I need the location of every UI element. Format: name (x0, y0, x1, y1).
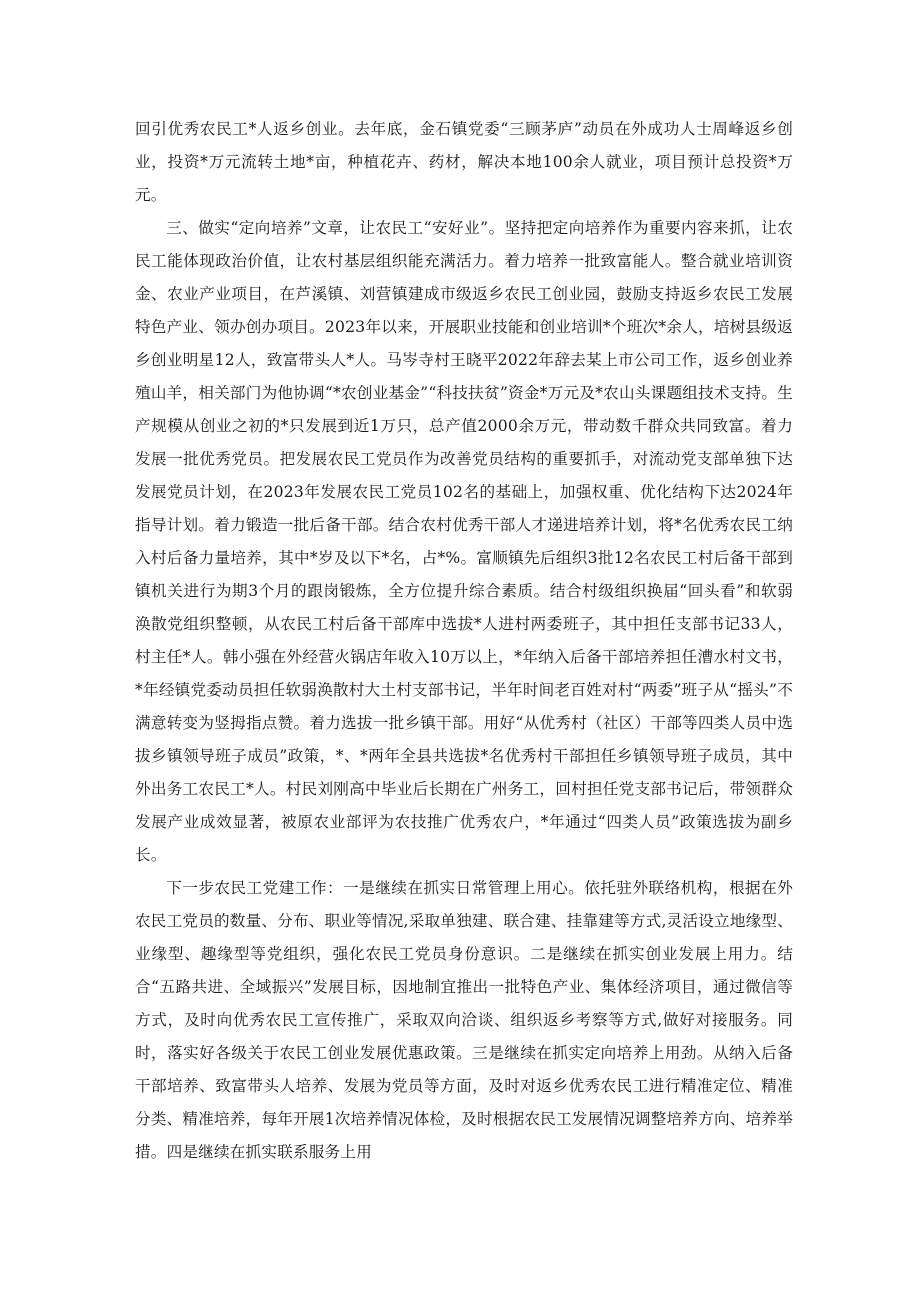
paragraph-continued: 回引优秀农民工*人返乡创业。去年底，金石镇党委“三顾茅庐”动员在外成功人士周峰返乡创业，投资*万元流转土地*亩，种植花卉、药材，解决本地100余人就业，项目预计总投资*万元。 (135, 120, 793, 204)
paragraph-next-steps: 下一步农民工党建工作：一是继续在抓实日常管理上用心。依托驻外联络机构，根据在外农民工党员的数量、分布、职业等情况,采取单独建、联合建、挂靠建等方式,灵活设立地缘型、业缘型、趣缘型等党组织，强化农民工党员身份意识。二是继续在抓实创业发展上用力。结合“五路共进、全域振兴”发展目标，因地制宜推出一批特色产业、集体经济项目，通过微信等方式，及时向优秀农民工宣传推广，采取双向洽谈、组织返乡考察等方式,做好对接服务。同时，落实好各级关于农民工创业发展优惠政策。三是继续在抓实定向培养上用劲。从纳入后备干部培养、致富带头人培养、发展为党员等方面，及时对返乡优秀农民工进行精准定位、精准分类、精准培养，每年开展1次培养情况体检，及时根据农民工发展情况调整培养方向、培养举措。四是继续在抓实联系服务上用 (135, 879, 793, 1161)
paragraph-section-three: 三、做实“定向培养”文章，让农民工“安好业”。坚持把定向培养作为重要内容来抓，让农民工能体现政治价值，让农村基层组织能充满活力。着力培养一批致富能人。整合就业培训资金、农业产业项目，在芦溪镇、刘营镇建成市级返乡农民工创业园，鼓励支持返乡农民工发展特色产业、领办创办项目。2023年以来，开展职业技能和创业培训*个班次*余人，培树县级返乡创业明星12人，致富带头人*人。马岑寺村王晓平2022年辞去某上市公司工作，返乡创业养殖山羊，相关部门为他协调“*农创业基金”“科技扶贫”资金*万元及*农山头课题组技术支持。生产规模从创业之初的*只发展到近1万只，总产值2000余万元，带动数千群众共同致富。着力发展一批优秀党员。把发展农民工党员作为改善党员结构的重要抓手，对流动党支部单独下达发展党员计划，在2023年发展农民工党员102名的基础上，加强权重、优化结构下达2024年指导计划。着力锻造一批后备干部。结合农村优秀干部人才递进培养计划，将*名优秀农民工纳入村后备力量培养，其中*岁及以下*名，占*%。富顺镇先后组织3批12名农民工村后备干部到镇机关进行为期3个月的跟岗锻炼，全方位提升综合素质。结合村级组织换届“回头看”和软弱涣散党组织整顿，从农民工村后备干部库中选拔*人进村两委班子，其中担任支部书记33人，村主任*人。韩小强在外经营火锅店年收入10万以上，*年纳入后备干部培养担任漕水村文书，*年经镇党委动员担任软弱涣散村大土村支部书记，半年时间老百姓对村“两委”班子从“摇头”不满意转变为竖拇指点赞。着力选拔一批乡镇干部。用好“从优秀村（社区）干部等四类人员中选拔乡镇领导班子成员”政策，*、*两年全县共选拔*名优秀村干部担任乡镇领导班子成员，其中外出务工农民工*人。村民刘刚高中毕业后长期在广州务工，回村担任党支部书记后，带领群众发展产业成效显著，被原农业部评为农技推广优秀农户，*年通过“四类人员”政策选拔为副乡长。 (135, 219, 793, 864)
document-body (135, 113, 793, 1169)
